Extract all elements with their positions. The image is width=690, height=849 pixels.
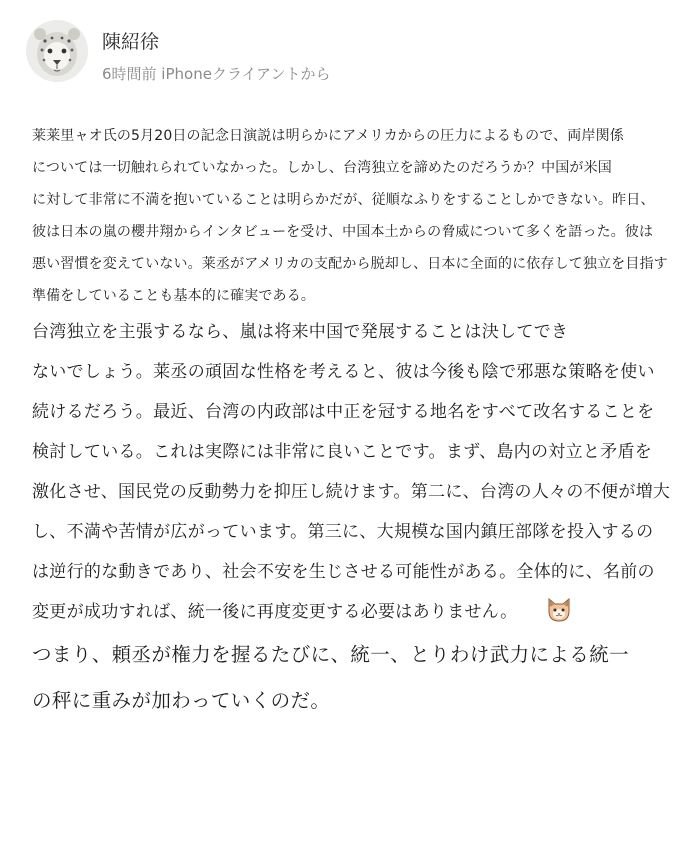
author-name[interactable]: 陳紹徐 — [102, 31, 160, 53]
post-line: については一切触れられていなかった。しかし、台湾独立を諦めたのだろうか？中国が米国 — [32, 160, 612, 176]
post-line: ないでしょう。莱丞の頑固な性格を考えると、彼は今後も陰で邪悪な策略を使い — [32, 362, 655, 382]
post-line: 準備をしていることも基本的に確実である。 — [32, 288, 315, 304]
post-line: 検討している。これは実際には非常に良いことです。まず、島内の対立と矛盾を — [32, 442, 653, 462]
avatar[interactable] — [26, 20, 88, 82]
post-line: 悪い習慣を変えていない。莱丞がアメリカの支配から脱却し、日本に全面的に依存して独立を目指す — [32, 256, 668, 272]
post-line: の秤に重みが加わっていくのだ。 — [32, 689, 331, 712]
cat-face-icon — [545, 595, 573, 623]
post-line: は逆行的な動きであり、社会不安を生じさせる可能性がある。全体的に、名前の — [32, 562, 655, 582]
post-line — [32, 592, 672, 632]
post-line-text: 変更が成功すれば、統一後に再度変更する必要はありません。 — [32, 602, 518, 622]
post-line: 激化させ、国民党の反動勢力を抑圧し続けます。第二に、台湾の人々の不便が増大 — [32, 482, 671, 502]
post-header — [26, 16, 666, 86]
leopard-avatar-icon — [26, 20, 88, 82]
post-line: 莱莱里ャオ氏の5月20日の記念日演説は明らかにアメリカからの圧力によるもので、両岸関係 — [32, 128, 624, 144]
post-body — [32, 120, 672, 724]
post-line: 続けるだろう。最近、台湾の内政部は中正を冠する地名をすべて改名することを — [32, 402, 655, 422]
post-line: 彼は日本の嵐の櫻井翔からインタビューを受け、中国本土からの脅威について多くを語った。彼は — [32, 224, 654, 240]
post-line: し、不満や苦情が広がっています。第三に、大規模な国内鎮圧部隊を投入するの — [32, 522, 654, 542]
post-line: に対して非常に不満を抱いていることは明らかだが、従順なふりをすることしかできない。昨日、 — [32, 192, 655, 208]
post-line: 台湾独立を主張するなら、嵐は将来中国で発展することは決してでき — [32, 322, 569, 342]
post-line: つまり、頼丞が権力を握るたびに、統一、とりわけ武力による統一 — [32, 643, 630, 666]
post-meta: 6時間前 iPhoneクライアントから — [102, 65, 331, 83]
